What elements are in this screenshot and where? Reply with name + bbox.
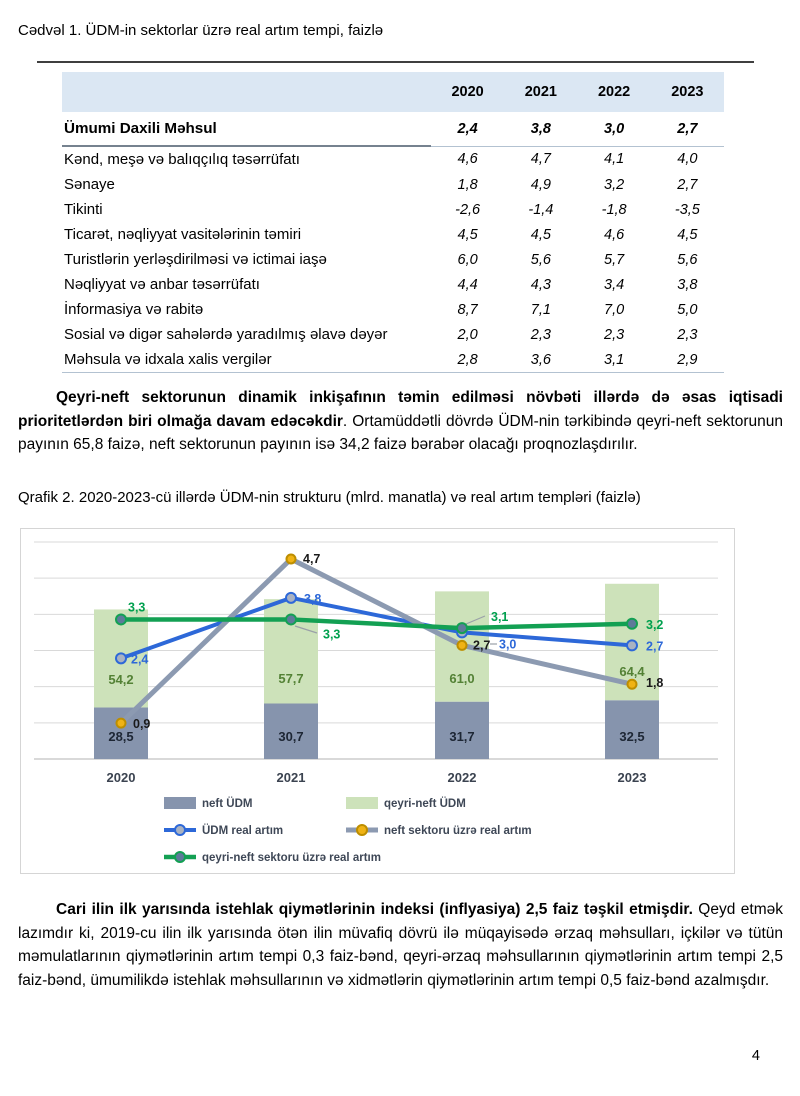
bar-value-label: 28,5 xyxy=(108,729,134,744)
sector-label-cell: Nəqliyyat və anbar təsərrüfatı xyxy=(64,276,260,293)
sector-value-cell: 7,0 xyxy=(604,301,625,318)
legend-marker xyxy=(175,825,185,835)
summary-value-cell: 3,0 xyxy=(578,112,651,146)
sector-value-cell: -3,5 xyxy=(674,201,700,218)
table-header xyxy=(62,72,724,112)
sector-value-cell: 6,0 xyxy=(457,251,478,268)
line-value-label: 1,8 xyxy=(646,676,664,691)
sector-label-cell: Kənd, meşə və balıqçılıq təsərrüfatı xyxy=(64,151,300,168)
sector-value-cell: 5,6 xyxy=(530,251,551,268)
sector-value-cell: 7,1 xyxy=(530,301,551,318)
sector-value-cell: 4,1 xyxy=(604,151,625,168)
year-header: 2023 xyxy=(651,72,724,112)
line-value-label: 2,7 xyxy=(473,638,491,653)
sector-label-cell: Turistlərin yerləşdirilməsi və ictimai iaşə xyxy=(64,251,327,268)
x-axis-label: 2022 xyxy=(447,770,477,785)
sector-value-cell: 2,7 xyxy=(677,176,698,193)
legend-label: neft ÜDM xyxy=(202,798,253,810)
line-value-label: 3,1 xyxy=(491,610,509,625)
line-value-label: 3,8 xyxy=(304,591,322,606)
legend-label: qeyri-neft sektoru üzrə real artım xyxy=(202,852,381,864)
bar-value-label: 31,7 xyxy=(449,729,475,744)
bar-value-label: 57,7 xyxy=(278,671,304,686)
sector-value-cell: 3,8 xyxy=(677,276,698,293)
legend-swatch xyxy=(346,797,378,809)
table-row xyxy=(62,146,724,172)
table-row xyxy=(62,347,724,373)
page-number: 4 xyxy=(751,1048,760,1064)
table-row xyxy=(62,272,724,297)
summary-row-label: Ümumi Daxili Məhsul xyxy=(62,112,431,146)
table-summary-row xyxy=(62,112,724,146)
sector-value-cell: 4,5 xyxy=(530,226,551,243)
line-value-label: 3,3 xyxy=(128,600,146,615)
data-point-marker xyxy=(627,640,637,650)
table-row xyxy=(62,172,724,197)
sector-value-cell: 4,5 xyxy=(457,226,478,243)
sector-label-cell: Tikinti xyxy=(64,201,103,218)
data-point-marker xyxy=(627,619,637,629)
paragraph-nonoil xyxy=(18,386,783,457)
data-point-marker xyxy=(116,614,126,624)
chart-canvas xyxy=(21,529,734,873)
sector-value-cell: 3,6 xyxy=(504,347,577,373)
table-row xyxy=(62,247,724,272)
x-axis-label: 2021 xyxy=(276,770,306,785)
line-value-label: 4,7 xyxy=(303,551,321,566)
table-row xyxy=(62,297,724,322)
sector-value-cell: 2,3 xyxy=(604,326,625,343)
data-point-marker xyxy=(286,593,296,603)
legend-marker xyxy=(175,852,185,862)
year-header: 2021 xyxy=(504,72,577,112)
bar-value-label: 32,5 xyxy=(619,729,645,744)
sector-value-cell: 4,5 xyxy=(677,226,698,243)
line-series xyxy=(121,619,632,628)
table-row xyxy=(62,222,724,247)
year-header: 2020 xyxy=(431,72,504,112)
sector-label-cell: Sosial və digər sahələrdə yaradılmış əlavə dəyər xyxy=(64,326,388,343)
sector-value-cell: 3,1 xyxy=(578,347,651,373)
bar-value-label: 64,4 xyxy=(619,664,645,679)
gdp-structure-chart xyxy=(20,528,735,874)
sector-value-cell: 2,3 xyxy=(530,326,551,343)
data-point-marker xyxy=(286,614,296,624)
sector-value-cell: 5,7 xyxy=(604,251,625,268)
sector-value-cell: 4,7 xyxy=(530,151,551,168)
sector-value-cell: -1,8 xyxy=(601,201,627,218)
sector-value-cell: 2,8 xyxy=(431,347,504,373)
sector-value-cell: 5,6 xyxy=(677,251,698,268)
data-point-marker xyxy=(628,680,637,689)
sector-value-cell: 4,9 xyxy=(530,176,551,193)
line-value-label: 2,4 xyxy=(131,652,149,667)
x-axis-label: 2023 xyxy=(617,770,647,785)
sector-value-cell: 4,0 xyxy=(677,151,698,168)
paragraph-nonoil-lead: Qeyri-neft sektorunun dinamik inkişafının təmin edilməsi növbəti illərdə də əsas iqtisadi prioritetlərdən biri olmağa davam edəcəkdir xyxy=(18,389,783,430)
summary-value-cell: 2,4 xyxy=(431,112,504,146)
bar-value-label: 54,2 xyxy=(108,672,134,687)
sector-value-cell: 4,6 xyxy=(457,151,478,168)
sector-label-cell: İnformasiya və rabitə xyxy=(64,301,204,318)
sector-value-cell: -2,6 xyxy=(455,201,481,218)
summary-value-cell: 3,8 xyxy=(504,112,577,146)
data-point-marker xyxy=(116,653,126,663)
legend-swatch xyxy=(164,797,196,809)
chart-caption: Qrafik 2. 2020-2023-cü illərdə ÜDM-nin strukturu (mlrd. manatla) və real artım templəri (faizlə) xyxy=(18,489,641,506)
paragraph-inflation-rest: Qeyd etmək lazımdır ki, 2019-cu ilin ilk yarısında ötən ilin müvafiq dövrü ilə müqayisədə ərzaq məhsulları, içkilər və tütün məmulatlarının qiymətlərinin artım tempi 0,3 faiz-bənd, qeyri-ərzaq məhsullarının qiymətlərinin artım tempi 2,5 faiz-bənd, ümumilikdə istehlak məhsullarının və xidmətlərin qiymətlərinin artım tempi 0,5 faiz-bənd azalmışdır. xyxy=(18,901,783,989)
bar-value-label: 61,0 xyxy=(449,671,475,686)
line-value-label: 3,2 xyxy=(646,617,664,632)
table-row xyxy=(62,322,724,347)
bar-value-label: 30,7 xyxy=(278,729,304,744)
legend-marker xyxy=(357,825,367,835)
summary-value-cell: 2,7 xyxy=(651,112,724,146)
line-value-label: 3,0 xyxy=(499,637,517,652)
sector-value-cell: 2,3 xyxy=(677,326,698,343)
paragraph-nonoil-rest: . Ortamüddətli dövrdə ÜDM-nin tərkibində qeyri-neft sektorunun payının 65,8 faizə, neft sektorunun payının isə 34,2 faizə bərabər olacağı proqnozlaşdırılır. xyxy=(18,412,783,453)
sector-value-cell: -1,4 xyxy=(528,201,554,218)
data-point-marker xyxy=(457,623,467,633)
data-point-marker xyxy=(287,554,296,563)
data-point-marker xyxy=(117,719,126,728)
table-top-rule xyxy=(37,61,754,63)
legend-label: qeyri-neft ÜDM xyxy=(384,798,466,810)
paragraph-inflation xyxy=(18,898,783,992)
sector-value-cell: 5,0 xyxy=(677,301,698,318)
sector-value-cell: 4,6 xyxy=(604,226,625,243)
sector-value-cell: 3,2 xyxy=(604,176,625,193)
legend-label: ÜDM real artım xyxy=(202,825,284,837)
x-axis-label: 2020 xyxy=(106,770,136,785)
line-value-label: 3,3 xyxy=(323,627,341,642)
sector-value-cell: 2,0 xyxy=(457,326,478,343)
sector-label-cell: Sənaye xyxy=(64,176,115,193)
empty-header-cell xyxy=(62,72,431,112)
legend-label: neft sektoru üzrə real artım xyxy=(384,825,532,837)
data-point-marker xyxy=(458,641,467,650)
sector-value-cell: 1,8 xyxy=(457,176,478,193)
line-value-label: 0,9 xyxy=(133,717,151,732)
table-caption: Cədvəl 1. ÜDM-in sektorlar üzrə real artım tempi, faizlə xyxy=(18,22,384,39)
gdp-sectors-table xyxy=(62,72,724,373)
sector-value-cell: 2,9 xyxy=(651,347,724,373)
sector-value-cell: 4,4 xyxy=(457,276,478,293)
sector-label-cell: Məhsula və idxala xalis vergilər xyxy=(62,347,431,373)
table-header-row xyxy=(62,72,724,112)
table-row xyxy=(62,197,724,222)
sector-label-cell: Ticarət, nəqliyyat vasitələrinin təmiri xyxy=(64,226,302,243)
year-header: 2022 xyxy=(578,72,651,112)
sector-value-cell: 8,7 xyxy=(457,301,478,318)
sector-value-cell: 4,3 xyxy=(530,276,551,293)
paragraph-inflation-lead: Cari ilin ilk yarısında istehlak qiymətlərinin indeksi (inflyasiya) 2,5 faiz təşkil etmişdir. xyxy=(56,901,693,918)
sector-value-cell: 3,4 xyxy=(604,276,625,293)
line-value-label: 2,7 xyxy=(646,639,664,654)
